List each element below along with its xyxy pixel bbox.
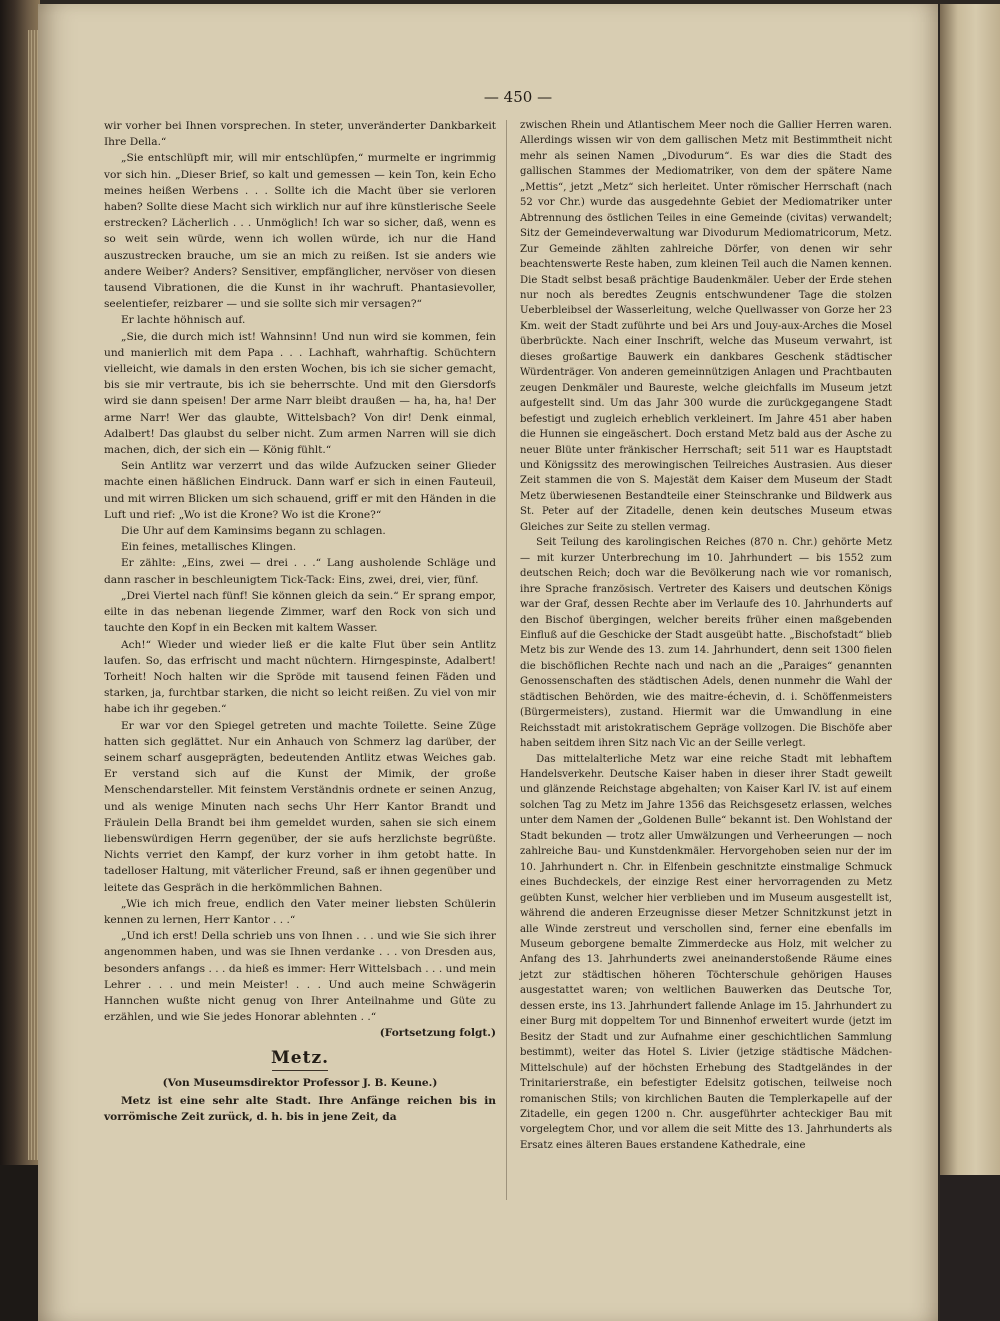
left-column — [104, 118, 496, 1125]
paragraph: wir vorher bei Ihnen vorsprechen. In steter, unveränderter Dankbarkeit Ihre Della.“ — [104, 120, 496, 149]
paragraph: „Und ich erst! Della schrieb uns von Ihnen . . . und wie Sie sich ihrer angenommen haben, und was sie Ihnen verdanke . . . von Dresden aus, besonders anfangs . . . da hieß es immer: Herr Wittelsbach . . . und mein Lehrer . . . und mein Meister! . . . Und auch meine Schwägerin Hannchen wußte nicht genug von Ihrer Anteilnahme und Güte zu erzählen, und wie Sie jedes Honorar ablehnten . .“ — [104, 930, 496, 1024]
paragraph: Ach!“ Wieder und wieder ließ er die kalte Flut über sein Antlitz laufen. So, das erfrischt und macht nüchtern. Hirngespinste, Adalbert! Torheit! Noch halten wir die Spröde mit tausend feinen Fäden und starken, ja, furchtbar starken, die nicht so leicht reißen. Zu viel von mir habe ich ihr gegeben.“ — [104, 638, 496, 716]
paragraph: Er zählte: „Eins, zwei — drei . . .“ Lang ausholende Schläge und dann rascher in beschleunigtem Tick-Tack: Eins, zwei, drei, vier, fünf. — [104, 557, 496, 586]
right-column — [520, 118, 892, 1153]
article-byline: (Von Museumsdirektor Professor J. B. Keune.) — [162, 1076, 438, 1089]
paragraph: Sein Antlitz war verzerrt und das wilde Aufzucken seiner Glieder machte einen häßlichen Eindruck. Dann warf er sich in einen Fauteuil, und mit wirren Blicken um sich schauend, griff er mit den Händen in die Luft und rief: „Wo ist die Krone? Wo ist die Krone?“ — [104, 460, 496, 521]
background-corner — [0, 1165, 40, 1321]
next-page-edge — [940, 4, 1000, 1321]
paragraph: Seit Teilung des karolingischen Reiches (870 n. Chr.) gehörte Metz — mit kurzer Unterbrechung im 10. Jahrhundert — bis 1552 zum deutschen Reich; doch war die Bevölkerung nach wie vor romanisch, ihre Sprache französisch. Vertreter des Kaisers und deutschen Königs war der Graf, dessen Rechte aber im Verlaufe des 10. Jahrhunderts auf den Bischof übergingen, welcher bereits früher einen maßgebenden Einfluß auf die Geschicke der Stadt ausgeübt hatte. „Bischofstadt“ blieb Metz bis zur Wende des 13. zum 14. Jahrhundert, denn seit 1300 fielen die bischöflichen Rechte nach und nach an die „Paraiges“ genannten Genossenschaften des städtischen Adels, denen nunmehr die Wahl der städtischen Behörden, wie des maitre-échevin, d. i. Schöffenmeisters (Bürgermeisters), zustand. Hiermit war die Umwandlung in eine Reichsstadt mit aristokratischem Gepräge vollzogen. Die Bischöfe aber haben seitdem ihren Sitz nach Vic an der Seille verlegt. — [520, 537, 892, 750]
paragraph: „Drei Viertel nach fünf! Sie können gleich da sein.“ Er sprang empor, eilte in das nebenan liegende Zimmer, warf den Rock von sich und tauchte den Kopf in ein Becken mit kaltem Wasser. — [104, 589, 496, 635]
paragraph: Ein feines, metallisches Klingen. — [120, 541, 297, 554]
paragraph: zwischen Rhein und Atlantischem Meer noch die Gallier Herren waren. Allerdings wissen wir von dem gallischen Metz mit Bestimmtheit nicht mehr als seinen Namen „Divodurum“. Es war dies die Stadt des gallischen Stammes der Mediomatriker, von dem der spätere Name „Mettis“, jetzt „Metz“ sich herleitet. Unter römischer Herrschaft (nach 52 vor Chr.) wurde das ausgedehnte Gebiet der Mediomatriker unter Abtrennung des östlichen Teiles in eine Gemeinde (civitas) verwandelt; Sitz der Gemeindeverwaltung war Divodurum Mediomatricorum, Metz. Zur Gemeinde zählten zahlreiche Dörfer, von denen wir sehr beachtenswerte Reste haben, zum kleinen Teil auch die Namen kennen. Die Stadt selbst besaß prächtige Baudenkmäler. Ueber der Erde stehen nur noch als beredtes Zeugnis entschwundener Tage die stolzen Ueberbleibsel der Wasserleitung, welche Quellwasser von Gorze her 23 Km. weit der Stadt zuführte und bei Ars und Jouy-aux-Arches die Mosel überbrückte. Nach einer Inschrift, welche das Museum verwahrt, ist dieses großartige Bauwerk ein dankbares Geschenk städtischer Würdenträger. Von anderen gemeinnützigen Anlagen und Prachtbauten zeugen Denkmäler und Baureste, welche gleichfalls im Museum jetzt aufgestellt sind. Um das Jahr 300 wurde die zurückgegangene Stadt befestigt und zugleich erheblich verkleinert. Im Jahre 451 aber haben die Hunnen sie eingeäschert. Doch erstand Metz bald aus der Asche zu neuer Blüte unter fränkischer Herrschaft; seit 511 war es Hauptstadt und Königssitz des merowingischen Teilreiches Austrasien. Aus dieser Zeit stammen die von S. Majestät dem Kaiser dem Museum der Stadt Metz überwiesenen Bestandteile einer Steinschranke und Bildwerk aus St. Peter auf der Zitadelle, denen kein deutsches Museum etwas Gleiches zur Seite zu stellen vermag. — [520, 120, 892, 533]
paragraph: Er war vor den Spiegel getreten und machte Toilette. Seine Züge hatten sich geglättet. Nur ein Anhauch von Schmerz lag darüber, der seinem scharf ausgeprägten, bedeutenden Antlitz etwas Weiches gab. Er verstand sich auf die Kunst der Mimik, der große Menschendarsteller. Mit feinstem Verständnis ordnete er seinen Anzug, und als wenige Minuten nach sechs Uhr Herr Kantor Brandt und Fräulein Della Brandt bei ihm gemeldet wurden, sahen sie sich einem liebenswürdigen Herrn gegenüber, der sie aufs herzlichste begrüßte. Nichts verriet den Kampf, der kurz vorher in ihm getobt hatte. In tadelloser Haltung, mit väterlicher Freund, saß er ihnen gegenüber und leitete das Gespräch in die herkömmlichen Bahnen. — [104, 719, 496, 894]
column-divider — [506, 120, 507, 1200]
background-corner — [940, 1175, 1000, 1321]
paragraph: Er lachte höhnisch auf. — [120, 314, 246, 327]
paragraph: „Wie ich mich freue, endlich den Vater meiner liebsten Schülerin kennen zu lernen, Herr Kantor . . .“ — [104, 897, 496, 926]
continuation-note: (Fortsetzung folgt.) — [379, 1027, 496, 1040]
paragraph: „Sie entschlüpft mir, will mir entschlüpfen,“ murmelte er ingrimmig vor sich hin. „Dieser Brief, so kalt und gemessen — kein Ton, kein Echo meines heißen Werbens . . . Sollte ich die Macht über sie verloren haben? Sollte diese Macht sich wirklich nur auf ihre künstlerische Seele erstrecken? Lächerlich . . . Unmöglich! Ich war so sicher, daß, wenn es so weit sein würde, wenn ich wollen würde, ich nur die Hand auszustrecken brauche, um sie an mich zu reißen. Ist sie anders wie andere Weiber? Anders? Sensitiver, empfänglicher, nervöser von diesen tausend Vibrationen, die die Kunst in ihr wachruft. Phantasievoller, seelentiefer, reizbarer — und sie sollte sich mir versagen?“ — [104, 152, 496, 311]
title-rule — [272, 1070, 328, 1071]
page-number: — 450 — — [483, 88, 553, 106]
article-lead: Metz ist eine sehr alte Stadt. Ihre Anfänge reichen bis in vorrömische Zeit zurück, d. h. bis in jene Zeit, da — [104, 1094, 496, 1124]
paragraph: „Sie, die durch mich ist! Wahnsinn! Und nun wird sie kommen, fein und manierlich mit dem Papa . . . Lachhaft, wahrhaftig. Schüchtern vielleicht, wie damals in den ersten Wochen, bis ich sie sicher gemacht, bis sie mir vertraute, bis ich sie beherrschte. Und mit den Giersdorfs wird sie dann speisen! Der arme Narr bleibt draußen — ha, ha, ha! Der arme Narr! Wer das glaubte, Wittelsbach? Von dir! Denk einmal, Adalbert! Das glaubst du selber nicht. Zum armen Narren will sie dich machen, dich, der sich ein — König fühlt.“ — [104, 330, 496, 457]
paragraph: Die Uhr auf dem Kaminsims begann zu schlagen. — [120, 525, 386, 538]
paragraph: Das mittelalterliche Metz war eine reiche Stadt mit lebhaftem Handelsverkehr. Deutsche Kaiser haben in dieser ihrer Stadt geweilt und glänzende Reichstage abgehalten; von Kaiser Karl IV. ist auf einem solchen Tag zu Metz im Jahre 1356 das Reichsgesetz erlassen, welches unter dem Namen der „Goldenen Bulle“ bekannt ist. Den Wohlstand der Stadt bekunden — trotz aller Umwälzungen und Verheerungen — noch zahlreiche Bau- und Kunstdenkmäler. Hervorgehoben seien nur der im 10. Jahrhundert n. Chr. in Elfenbein geschnitzte einstmalige Schmuck eines Buchdeckels, der einzige Rest einer hervorragenden zu Metz geübten Kunst, welcher hier verblieben und im Museum ausgestellt ist, während die anderen Erzeugnisse dieser Metzer Schnitzkunst jetzt in alle Winde zerstreut und verschollen sind, ferner eine ebenfalls im Museum geborgene bemalte Zimmerdecke aus Holz, mit welcher zu Anfang des 13. Jahrhunderts zwei aneinanderstoßende Räume eines jetzt zur städtischen höheren Töchterschule gehörigen Hauses ausgestattet waren; von weltlichen Bauwerken das Deutsche Tor, dessen erste, ins 13. Jahrhundert fallende Anlage im 15. Jahrhundert zu einer Burg mit doppeltem Tor und Binnenhof erweitert wurde (jetzt im Besitz der Stadt und zur Aufnahme einer geschichtlichen Sammlung bestimmt), weiter das Hotel S. Livier (jetzige städtische Mädchen-Mittelschule) auf der höchsten Erhebung des Stadtgeländes in der Trinitarierstraße, ein befestigter Edelsitz gotischen, teilweise noch romanischen Stils; von kirchlichen Bauten die Templerkapelle auf der Zitadelle, ein gegen 1200 n. Chr. ausgeführter achteckiger Bau mit vorgelegtem Chor, und vor allem die seit Mitte des 13. Jahrhunderts als Ersatz eines älteren Baues erstandene Kathedrale, eine — [520, 753, 892, 1151]
article-title: Metz. — [270, 1047, 330, 1068]
